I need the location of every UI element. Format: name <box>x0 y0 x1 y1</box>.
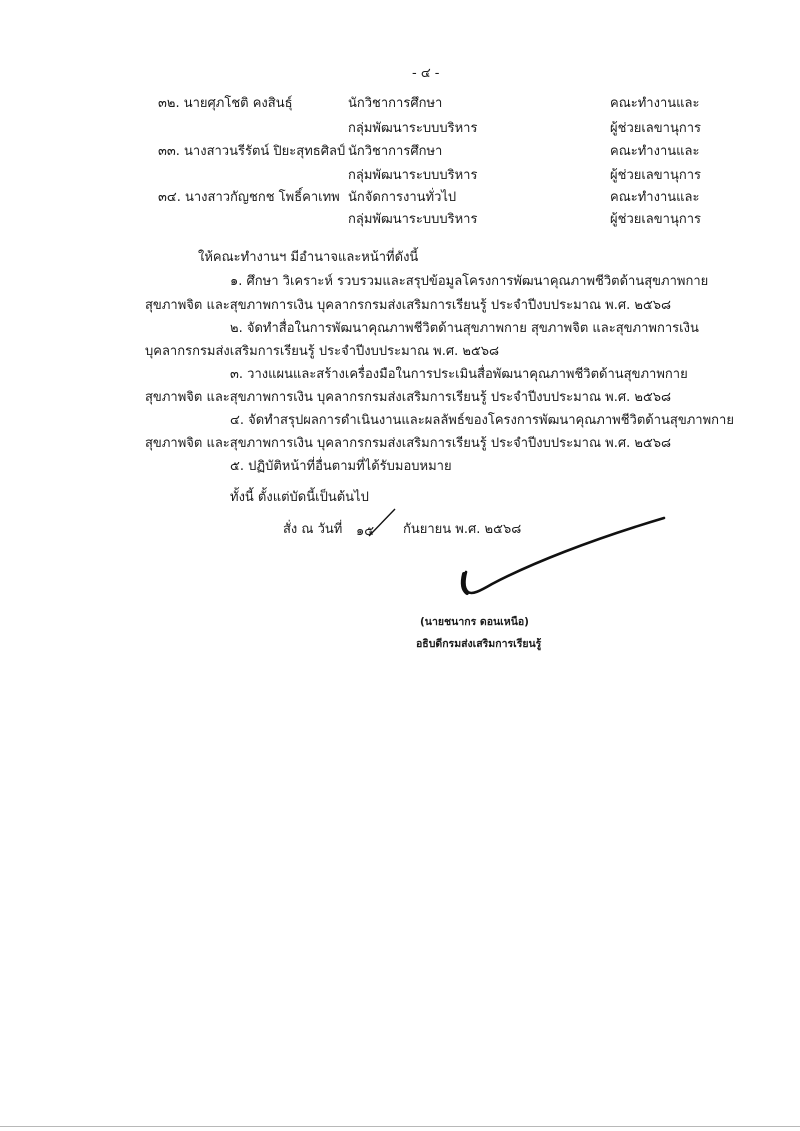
signer-title: อธิบดีกรมส่งเสริมการเรียนรู้ <box>416 638 542 650</box>
member-role-line2: ผู้ช่วยเลขานุการ <box>610 168 701 183</box>
handwritten-check-mark <box>367 506 397 538</box>
duty-item-continued: บุคลากรกรมส่งเสริมการเรียนรู้ ประจำปีงบประมาณ พ.ศ. ๒๕๖๘ <box>145 344 500 359</box>
member-name: ๓๓. นางสาวนรีรัตน์ ปิยะสุทธศิลป์ <box>158 144 346 159</box>
member-name: ๓๒. นายศุภโชติ คงสินธุ์ <box>158 96 293 111</box>
duty-item-continued: สุขภาพจิต และสุขภาพการเงิน บุคลากรกรมส่งเสริมการเรียนรู้ ประจำปีงบประมาณ พ.ศ. ๒๕๖๘ <box>145 436 672 451</box>
member-position: นักวิชาการศึกษา <box>348 96 443 111</box>
duty-item-continued: สุขภาพจิต และสุขภาพการเงิน บุคลากรกรมส่งเสริมการเรียนรู้ ประจำปีงบประมาณ พ.ศ. ๒๕๖๘ <box>145 298 672 313</box>
duty-item: ๕. ปฏิบัติหน้าที่อื่นตามที่ได้รับมอบหมาย <box>230 459 452 474</box>
member-role: คณะทำงานและ <box>610 96 700 111</box>
member-role-line2: ผู้ช่วยเลขานุการ <box>610 212 701 227</box>
member-role: คณะทำงานและ <box>610 144 700 159</box>
member-position: นักจัดการงานทั่วไป <box>348 190 457 205</box>
duty-item: ๓. วางแผนและสร้างเครื่องมือในการประเมินสื่อพัฒนาคุณภาพชีวิตด้านสุขภาพกาย <box>230 367 688 382</box>
duty-item: ๑. ศึกษา วิเคราะห์ รวบรวมและสรุปข้อมูลโครงการพัฒนาคุณภาพชีวิตด้านสุขภาพกาย <box>230 274 709 289</box>
duties-intro: ให้คณะทำงานฯ มีอำนาจและหน้าที่ดังนี้ <box>198 250 419 265</box>
member-group: กลุ่มพัฒนาระบบบริหาร <box>348 168 478 183</box>
effective-clause: ทั้งนี้ ตั้งแต่บัดนี้เป็นต้นไป <box>230 490 369 505</box>
member-role: คณะทำงานและ <box>610 190 700 205</box>
duty-item-continued: สุขภาพจิต และสุขภาพการเงิน บุคลากรกรมส่งเสริมการเรียนรู้ ประจำปีงบประมาณ พ.ศ. ๒๕๖๘ <box>145 390 672 405</box>
order-date-rest: กันยายน พ.ศ. ๒๕๖๘ <box>403 522 522 537</box>
signer-name: (นายชนากร ดอนเหนือ) <box>420 616 529 628</box>
order-date-prefix: สั่ง ณ วันที่ <box>283 522 343 537</box>
duty-item: ๒. จัดทำสื่อในการพัฒนาคุณภาพชีวิตด้านสุขภาพกาย สุขภาพจิต และสุขภาพการเงิน <box>230 321 699 336</box>
page-number: - ๔ - <box>412 66 440 81</box>
member-group: กลุ่มพัฒนาระบบบริหาร <box>348 121 478 136</box>
member-role-line2: ผู้ช่วยเลขานุการ <box>610 121 701 136</box>
member-group: กลุ่มพัฒนาระบบบริหาร <box>348 212 478 227</box>
handwritten-signature <box>440 512 670 602</box>
member-position: นักวิชาการศึกษา <box>348 144 443 159</box>
duty-item: ๔. จัดทำสรุปผลการดำเนินงานและผลลัพธ์ของโครงการพัฒนาคุณภาพชีวิตด้านสุขภาพกาย <box>230 413 734 428</box>
order-date-day: ๑๕ <box>356 524 375 539</box>
member-name: ๓๔. นางสาวกัญชกช โพธิ์คาเทพ <box>158 190 340 205</box>
scan-edge-line <box>0 1126 800 1127</box>
